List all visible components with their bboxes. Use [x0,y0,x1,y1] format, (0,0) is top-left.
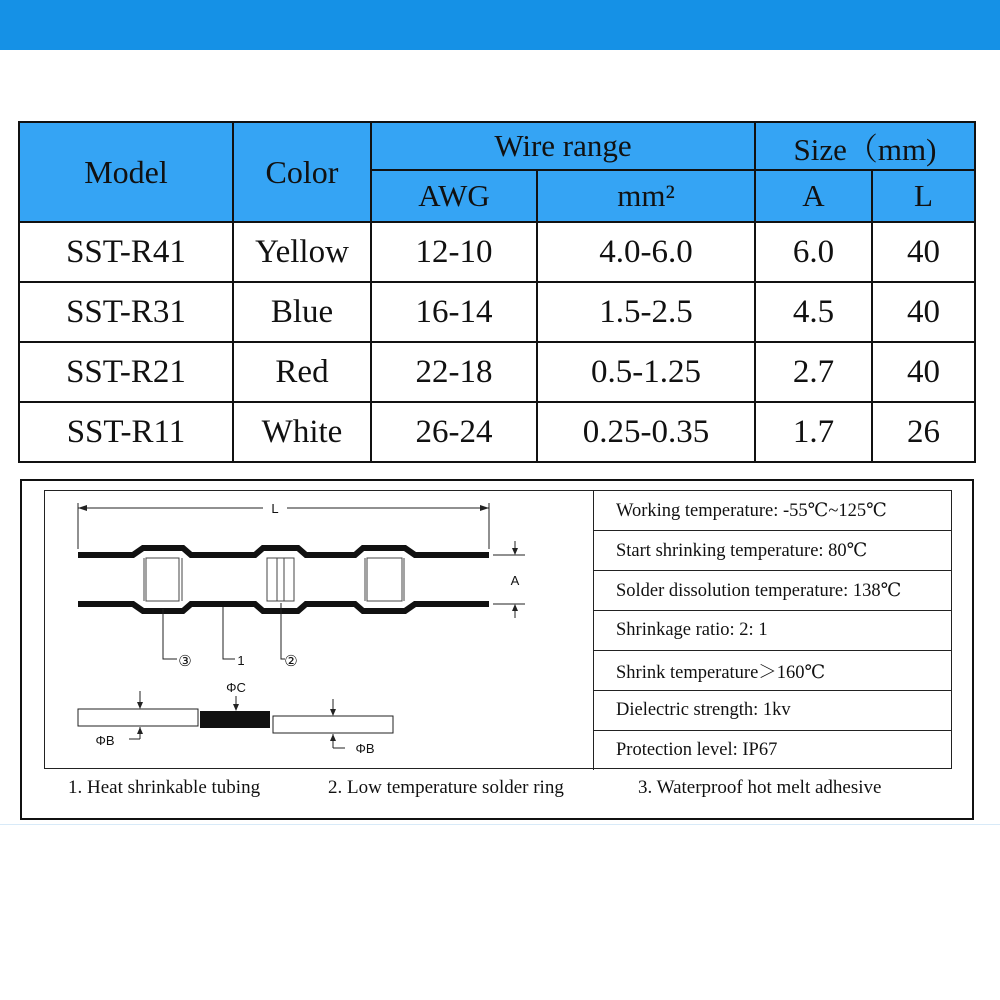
cell-color: Blue [233,282,371,342]
cell-mm2: 0.25-0.35 [537,402,755,462]
property-row [594,571,952,611]
header-a: A [755,170,872,222]
header-mm2: mm² [537,170,755,222]
property-protection-level: Protection level: IP67 [594,731,952,771]
property-row [594,491,952,531]
property-start-shrinking: Start shrinking temperature: 80℃ [594,531,952,571]
header-awg: AWG [371,170,537,222]
cell-a: 2.7 [755,342,872,402]
property-solder-dissolution: Solder dissolution temperature: 138℃ [594,571,952,611]
cell-mm2: 4.0-6.0 [537,222,755,282]
callout-3-label: ③ [178,653,192,670]
property-row [594,531,952,571]
header-wire-range: Wire range [371,122,755,170]
cell-color: Yellow [233,222,371,282]
connector-diagram [45,491,593,767]
cell-a: 6.0 [755,222,872,282]
length-label: L [271,501,279,516]
table-row [19,342,975,402]
cell-awg: 26-24 [371,402,537,462]
height-dimension [493,541,525,618]
cell-l: 40 [872,282,975,342]
legend-item-1: 1. Heat shrinkable tubing [68,777,261,798]
phi-b-right-label: ΦB [355,741,375,756]
height-label: A [510,573,520,588]
length-dimension [78,501,489,549]
property-row [594,731,952,771]
cell-a: 1.7 [755,402,872,462]
cell-model: SST-R21 [19,342,233,402]
header-l: L [872,170,975,222]
top-banner [0,0,1000,50]
divider [0,824,1000,825]
cell-model: SST-R41 [19,222,233,282]
header-model: Model [19,122,233,222]
cell-l: 40 [872,222,975,282]
property-row [594,611,952,651]
properties-table [593,491,951,770]
table-row [19,282,975,342]
property-shrinkage-ratio: Shrinkage ratio: 2: 1 [594,611,952,651]
property-row [594,691,952,731]
splice-diagram [78,680,393,756]
phi-b-left-label: ΦB [95,733,115,748]
heat-shrink-tube [78,548,489,611]
cell-l: 26 [872,402,975,462]
cell-color: Red [233,342,371,402]
cell-mm2: 0.5-1.25 [537,342,755,402]
cell-awg: 12-10 [371,222,537,282]
cell-model: SST-R31 [19,282,233,342]
table-row [19,402,975,462]
legend-item-3: 3. Waterproof hot melt adhesive [638,777,882,798]
table-row [19,222,975,282]
cell-mm2: 1.5-2.5 [537,282,755,342]
phi-c-label: ΦC [226,680,246,695]
cell-awg: 22-18 [371,342,537,402]
property-row [594,651,952,691]
cell-color: White [233,402,371,462]
diagram-frame [44,490,952,769]
property-dielectric-strength: Dielectric strength: 1kv [594,691,952,731]
callout-1-label: 1 [237,653,245,668]
legend-item-2: 2. Low temperature solder ring [328,777,564,798]
cell-model: SST-R11 [19,402,233,462]
callout-2-label: ② [284,653,298,670]
cell-awg: 16-14 [371,282,537,342]
spec-table [18,121,976,463]
cell-a: 4.5 [755,282,872,342]
cell-l: 40 [872,342,975,402]
property-shrink-temperature: Shrink temperature＞160℃ [594,651,952,691]
property-working-temperature: Working temperature: -55℃~125℃ [594,491,952,531]
spec-panel [20,479,974,820]
header-size: Size（mm) [755,122,975,170]
header-color: Color [233,122,371,222]
